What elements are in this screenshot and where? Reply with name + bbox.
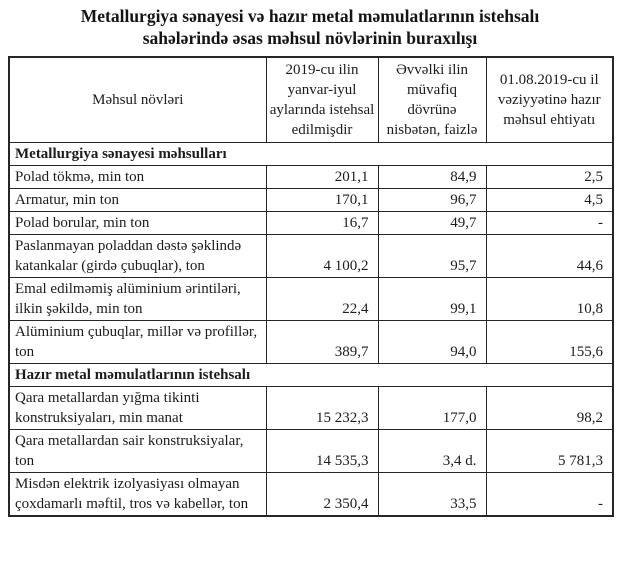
stock-value-cell: 155,6 [486, 321, 613, 364]
table-row [9, 430, 613, 473]
stock-value-cell: 98,2 [486, 387, 613, 430]
percent-value-cell: 177,0 [378, 387, 486, 430]
stock-value-cell: 2,5 [486, 166, 613, 189]
percent-value-cell: 49,7 [378, 212, 486, 235]
percent-value-cell: 3,4 d. [378, 430, 486, 473]
table-row [9, 278, 613, 321]
table-body [9, 143, 613, 517]
percent-value-cell: 94,0 [378, 321, 486, 364]
percent-value-cell: 96,7 [378, 189, 486, 212]
product-name-cell: Misdən elektrik izolyasiyası olmayan çoxdamarlı məftil, tros və kabellər, ton [9, 473, 266, 517]
product-name-cell: Polad borular, min ton [9, 212, 266, 235]
product-name-cell: Paslanmayan poladdan dəstə şəklində katankalar (girdə çubuqlar), ton [9, 235, 266, 278]
product-name-cell: Qara metallardan sair konstruksiyalar, ton [9, 430, 266, 473]
column-header-product: Məhsul növləri [9, 57, 266, 143]
stock-value-cell: 5 781,3 [486, 430, 613, 473]
stock-value-cell: 4,5 [486, 189, 613, 212]
header-row [9, 57, 613, 143]
product-name-cell: Polad tökmə, min ton [9, 166, 266, 189]
column-header-stock: 01.08.2019-cu il vəziyyətinə hazır məhsul ehtiyatı [486, 57, 613, 143]
page-title-line-2: sahələrində əsas məhsul növlərinin buraxılışı [142, 28, 478, 48]
produced-value-cell: 22,4 [266, 278, 378, 321]
table-header [9, 57, 613, 143]
percent-value-cell: 95,7 [378, 235, 486, 278]
percent-value-cell: 33,5 [378, 473, 486, 517]
production-table [8, 56, 614, 517]
percent-value-cell: 99,1 [378, 278, 486, 321]
produced-value-cell: 170,1 [266, 189, 378, 212]
section-row [9, 143, 613, 166]
produced-value-cell: 4 100,2 [266, 235, 378, 278]
page-title-line-1: Metallurgiya sənayesi və hazır metal məmulatlarının istehsalı [80, 6, 540, 26]
product-name-cell: Qara metallardan yığma tikinti konstruksiyaları, min manat [9, 387, 266, 430]
section-header: Hazır metal məmulatlarının istehsalı [9, 364, 613, 387]
produced-value-cell: 2 350,4 [266, 473, 378, 517]
produced-value-cell: 15 232,3 [266, 387, 378, 430]
table-row [9, 166, 613, 189]
stock-value-cell: 10,8 [486, 278, 613, 321]
table-row [9, 473, 613, 517]
section-header: Metallurgiya sənayesi məhsulları [9, 143, 613, 166]
percent-value-cell: 84,9 [378, 166, 486, 189]
stock-value-cell: - [486, 473, 613, 517]
produced-value-cell: 14 535,3 [266, 430, 378, 473]
produced-value-cell: 389,7 [266, 321, 378, 364]
column-header-percent: Əvvəlki ilin müvafiq dövrünə nisbətən, faizlə [378, 57, 486, 143]
product-name-cell: Emal edilməmiş alüminium ərintiləri, ilkin şəkildə, min ton [9, 278, 266, 321]
table-row [9, 321, 613, 364]
table-row [9, 189, 613, 212]
product-name-cell: Armatur, min ton [9, 189, 266, 212]
column-header-produced: 2019-cu ilin yanvar-iyul aylarında istehsal edilmişdir [266, 57, 378, 143]
page-title [4, 5, 616, 49]
stock-value-cell: 44,6 [486, 235, 613, 278]
table-row [9, 212, 613, 235]
product-name-cell: Alüminium çubuqlar, millər və profillər, ton [9, 321, 266, 364]
stock-value-cell: - [486, 212, 613, 235]
table-row [9, 235, 613, 278]
produced-value-cell: 16,7 [266, 212, 378, 235]
produced-value-cell: 201,1 [266, 166, 378, 189]
table-row [9, 387, 613, 430]
section-row [9, 364, 613, 387]
